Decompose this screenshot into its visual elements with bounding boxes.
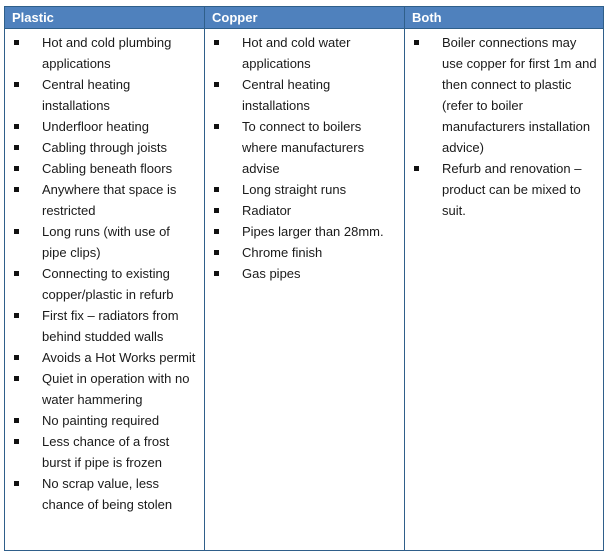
bullet-icon bbox=[14, 313, 19, 318]
list-item: To connect to boilers where manufacturers advise bbox=[205, 116, 404, 179]
bullet-icon bbox=[214, 229, 219, 234]
list-item: Anywhere that space is restricted bbox=[5, 179, 204, 221]
plastic-list bbox=[5, 29, 204, 515]
list-item: Radiator bbox=[205, 200, 404, 221]
list-item: No scrap value, less chance of being stolen bbox=[5, 473, 204, 515]
bullet-icon bbox=[214, 124, 219, 129]
bullet-icon bbox=[214, 82, 219, 87]
list-item: Less chance of a frost burst if pipe is frozen bbox=[5, 431, 204, 473]
list-item: Refurb and renovation – product can be mixed to suit. bbox=[405, 158, 603, 221]
bullet-icon bbox=[14, 355, 19, 360]
list-item: Pipes larger than 28mm. bbox=[205, 221, 404, 242]
list-item: Long runs (with use of pipe clips) bbox=[5, 221, 204, 263]
bullet-icon bbox=[214, 40, 219, 45]
bullet-icon bbox=[14, 376, 19, 381]
list-item: First fix – radiators from behind studded walls bbox=[5, 305, 204, 347]
both-list bbox=[405, 29, 603, 221]
list-item: Hot and cold water applications bbox=[205, 32, 404, 74]
bullet-icon bbox=[214, 187, 219, 192]
bullet-icon bbox=[14, 124, 19, 129]
comparison-table bbox=[4, 6, 604, 551]
bullet-icon bbox=[14, 40, 19, 45]
bullet-icon bbox=[14, 481, 19, 486]
list-item: No painting required bbox=[5, 410, 204, 431]
copper-list bbox=[205, 29, 404, 284]
column-plastic bbox=[5, 7, 205, 550]
list-item: Boiler connections may use copper for first 1m and then connect to plastic (refer to boiler manufacturers installation advice) bbox=[405, 32, 603, 158]
bullet-icon bbox=[14, 418, 19, 423]
bullet-icon bbox=[14, 82, 19, 87]
list-item: Gas pipes bbox=[205, 263, 404, 284]
list-item: Underfloor heating bbox=[5, 116, 204, 137]
bullet-icon bbox=[214, 208, 219, 213]
list-item: Central heating installations bbox=[205, 74, 404, 116]
column-header-copper: Copper bbox=[205, 7, 404, 29]
bullet-icon bbox=[14, 229, 19, 234]
column-copper bbox=[205, 7, 405, 550]
bullet-icon bbox=[214, 250, 219, 255]
list-item: Cabling through joists bbox=[5, 137, 204, 158]
column-header-plastic: Plastic bbox=[5, 7, 204, 29]
bullet-icon bbox=[14, 187, 19, 192]
bullet-icon bbox=[14, 271, 19, 276]
list-item: Avoids a Hot Works permit bbox=[5, 347, 204, 368]
list-item: Cabling beneath floors bbox=[5, 158, 204, 179]
list-item: Connecting to existing copper/plastic in refurb bbox=[5, 263, 204, 305]
bullet-icon bbox=[214, 271, 219, 276]
list-item: Long straight runs bbox=[205, 179, 404, 200]
bullet-icon bbox=[14, 145, 19, 150]
list-item: Hot and cold plumbing applications bbox=[5, 32, 204, 74]
list-item: Quiet in operation with no water hammering bbox=[5, 368, 204, 410]
bullet-icon bbox=[414, 40, 419, 45]
column-both bbox=[405, 7, 603, 550]
list-item: Central heating installations bbox=[5, 74, 204, 116]
bullet-icon bbox=[14, 439, 19, 444]
bullet-icon bbox=[14, 166, 19, 171]
list-item: Chrome finish bbox=[205, 242, 404, 263]
bullet-icon bbox=[414, 166, 419, 171]
column-header-both: Both bbox=[405, 7, 603, 29]
